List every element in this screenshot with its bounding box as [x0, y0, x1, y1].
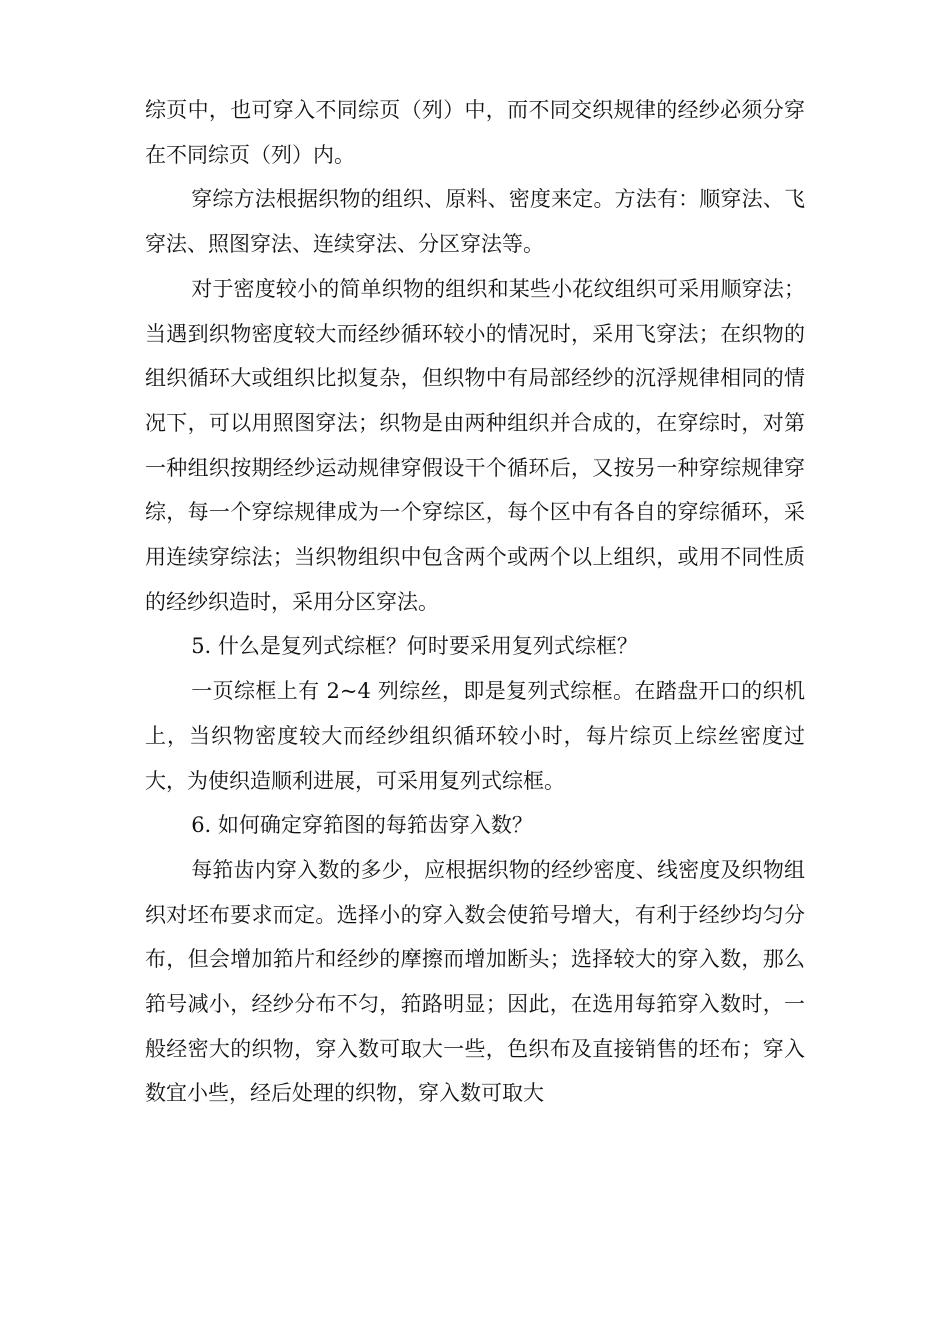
paragraph-continuation: 综页中，也可穿入不同综页（列）中，而不同交织规律的经纱必须分穿在不同综页（列）内。	[145, 98, 805, 167]
paragraph-reed-dent-count: 每筘齿内穿入数的多少，应根据织物的经纱密度、线密度及织物组织对坯布要求而定。选择小的穿入数会使筘号增大，有利于经纱均匀分布，但会增加筘片和经纱的摩擦而增加断头；选择较大的穿入数，那么筘号减小，经纱分布不匀，筘路明显；因此，在选用每筘穿入数时，一般经密大的织物，穿入数可取大一些，色织布及直接销售的坯布；穿入数宜小些，经后处理的织物，穿入数可取大	[145, 857, 805, 1106]
paragraph-threading-methods: 穿综方法根据织物的组织、原料、密度来定。方法有：顺穿法、飞穿法、照图穿法、连续穿法、分区穿法等。	[145, 187, 805, 257]
question-heading-5: 5. 什么是复列式综框？何时要采用复列式综框？	[191, 634, 638, 659]
paragraph-multi-row-heald-frame: 一页综框上有 2~4 列综丝，即是复列式综框。在踏盘开口的织机上，当织物密度较大而经纱组织循环较小时，每片综页上综丝密度过大，为使织造顺利进展，可采用复列式综框。	[145, 679, 805, 793]
paragraph-threading-method-usage: 对于密度较小的简单织物的组织和某些小花纹组织可采用顺穿法；当遇到织物密度较大而经纱循环较小的情况时，采用飞穿法；在织物的组织循环大或组织比拟复杂，但织物中有局部经纱的沉浮规律相同的情况下，可以用照图穿法；织物是由两种组织并合成的，在穿综时，对第一种组织按期经纱运动规律穿假设干个循环后，又按另一种穿综规律穿综，每一个穿综规律成为一个穿综区，每个区中有各自的穿综循环，采用连续穿综法；当织物组织中包含两个或两个以上组织，或用不同性质的经纱织造时，采用分区穿法。	[145, 276, 805, 614]
question-heading-6: 6. 如何确定穿筘图的每筘齿穿入数？	[191, 813, 533, 838]
document-body	[145, 88, 805, 1116]
